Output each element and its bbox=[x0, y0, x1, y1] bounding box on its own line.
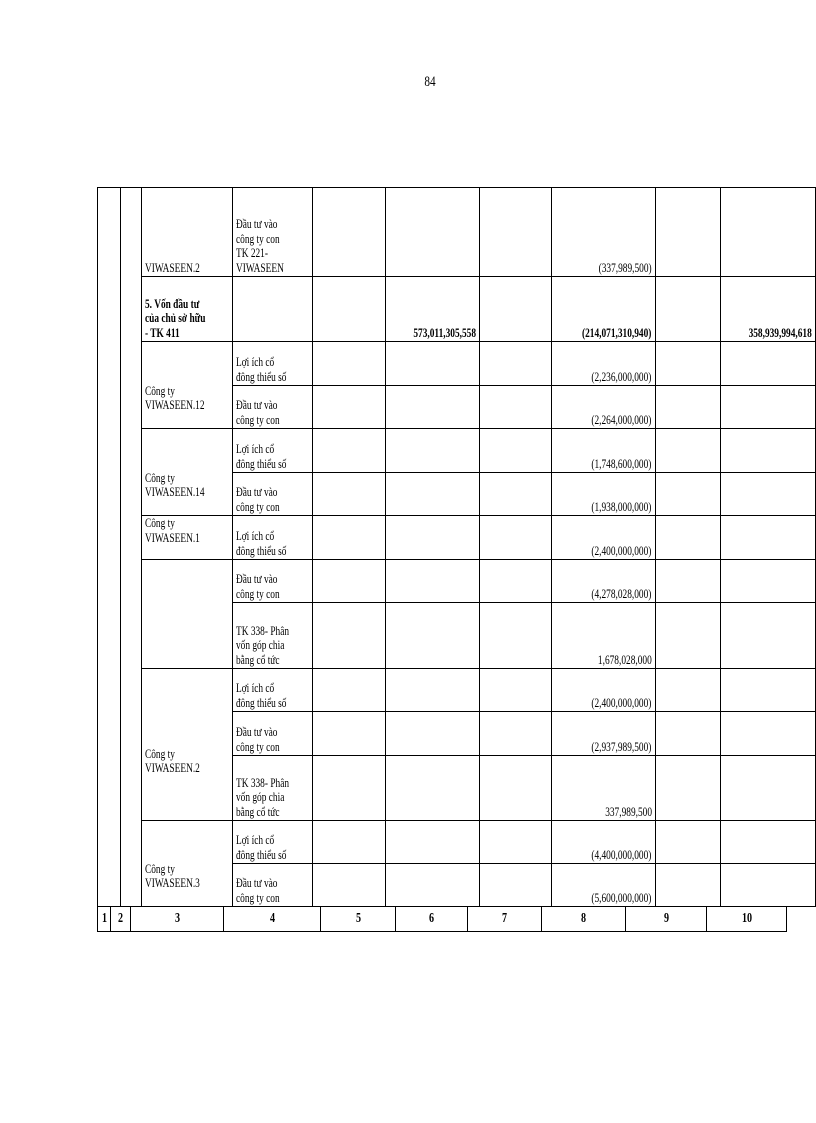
table-row bbox=[98, 188, 816, 277]
entity-cell: Công ty VIWASEEN.2 bbox=[141, 669, 232, 821]
amount-cell: (2,937,989,500) bbox=[552, 712, 655, 756]
column-number: 8 bbox=[542, 907, 626, 932]
amount-cell: 337,989,500 bbox=[552, 756, 655, 821]
amount-cell: (2,264,000,000) bbox=[552, 386, 655, 429]
account-cell: Đầu tư vào công ty con bbox=[232, 386, 313, 429]
account-cell: Đầu tư vào công ty con bbox=[232, 473, 313, 516]
entity-cell bbox=[141, 560, 232, 669]
reconciliation-table bbox=[97, 187, 816, 907]
section-title-cell: 5. Vốn đầu tư của chủ sở hữu - TK 411 bbox=[141, 277, 232, 342]
account-cell: Đầu tư vào công ty con TK 221- VIWASEEN bbox=[232, 188, 313, 277]
page-number: 84 bbox=[424, 74, 436, 90]
column-number: 3 bbox=[131, 907, 224, 932]
column-number: 6 bbox=[396, 907, 468, 932]
column-number: 10 bbox=[707, 907, 787, 932]
entity-cell: Công ty VIWASEEN.1 bbox=[141, 516, 232, 560]
entity-cell: Công ty VIWASEEN.12 bbox=[141, 342, 232, 429]
closing-balance-cell: 358,939,994,618 bbox=[721, 277, 816, 342]
opening-balance-cell: 573,011,305,558 bbox=[385, 277, 479, 342]
amount-cell: (4,278,028,000) bbox=[552, 560, 655, 603]
column-number: 1 bbox=[98, 907, 111, 932]
table-row bbox=[98, 429, 816, 473]
column-number: 7 bbox=[468, 907, 542, 932]
entity-cell: Công ty VIWASEEN.3 bbox=[141, 821, 232, 907]
account-cell: Lợi ích cổ đông thiểu số bbox=[232, 669, 313, 712]
amount-cell: (2,400,000,000) bbox=[552, 516, 655, 560]
account-cell: Lợi ích cổ đông thiểu số bbox=[232, 821, 313, 864]
column-number: 4 bbox=[224, 907, 321, 932]
account-cell: Đầu tư vào công ty con bbox=[232, 864, 313, 907]
col2-cell bbox=[120, 188, 141, 907]
adjustment-cell: (214,071,310,940) bbox=[552, 277, 655, 342]
entity-cell: Công ty VIWASEEN.14 bbox=[141, 429, 232, 516]
account-cell: Đầu tư vào công ty con bbox=[232, 712, 313, 756]
account-cell: Lợi ích cổ đông thiểu số bbox=[232, 342, 313, 386]
amount-cell: (5,600,000,000) bbox=[552, 864, 655, 907]
table-row bbox=[98, 669, 816, 712]
amount-cell: (337,989,500) bbox=[552, 188, 655, 277]
table-row bbox=[98, 342, 816, 386]
table-row bbox=[98, 516, 816, 560]
amount-cell: (4,400,000,000) bbox=[552, 821, 655, 864]
account-cell: TK 338- Phân vốn góp chia bằng cổ tức bbox=[232, 603, 313, 669]
col1-cell bbox=[98, 188, 121, 907]
entity-cell: VIWASEEN.2 bbox=[141, 188, 232, 277]
column-number: 5 bbox=[321, 907, 396, 932]
amount-cell: (2,236,000,000) bbox=[552, 342, 655, 386]
account-cell: Lợi ích cổ đông thiểu số bbox=[232, 516, 313, 560]
table-row bbox=[98, 560, 816, 603]
table-row bbox=[98, 821, 816, 864]
account-cell: Đầu tư vào công ty con bbox=[232, 560, 313, 603]
amount-cell: (1,748,600,000) bbox=[552, 429, 655, 473]
account-cell: Lợi ích cổ đông thiểu số bbox=[232, 429, 313, 473]
column-number: 9 bbox=[626, 907, 707, 932]
table-row bbox=[98, 277, 816, 342]
amount-cell: (1,938,000,000) bbox=[552, 473, 655, 516]
column-number-row bbox=[97, 906, 787, 932]
column-number: 2 bbox=[111, 907, 131, 932]
amount-cell: (2,400,000,000) bbox=[552, 669, 655, 712]
amount-cell: 1,678,028,000 bbox=[552, 603, 655, 669]
account-cell: TK 338- Phân vốn góp chia bằng cổ tức bbox=[232, 756, 313, 821]
